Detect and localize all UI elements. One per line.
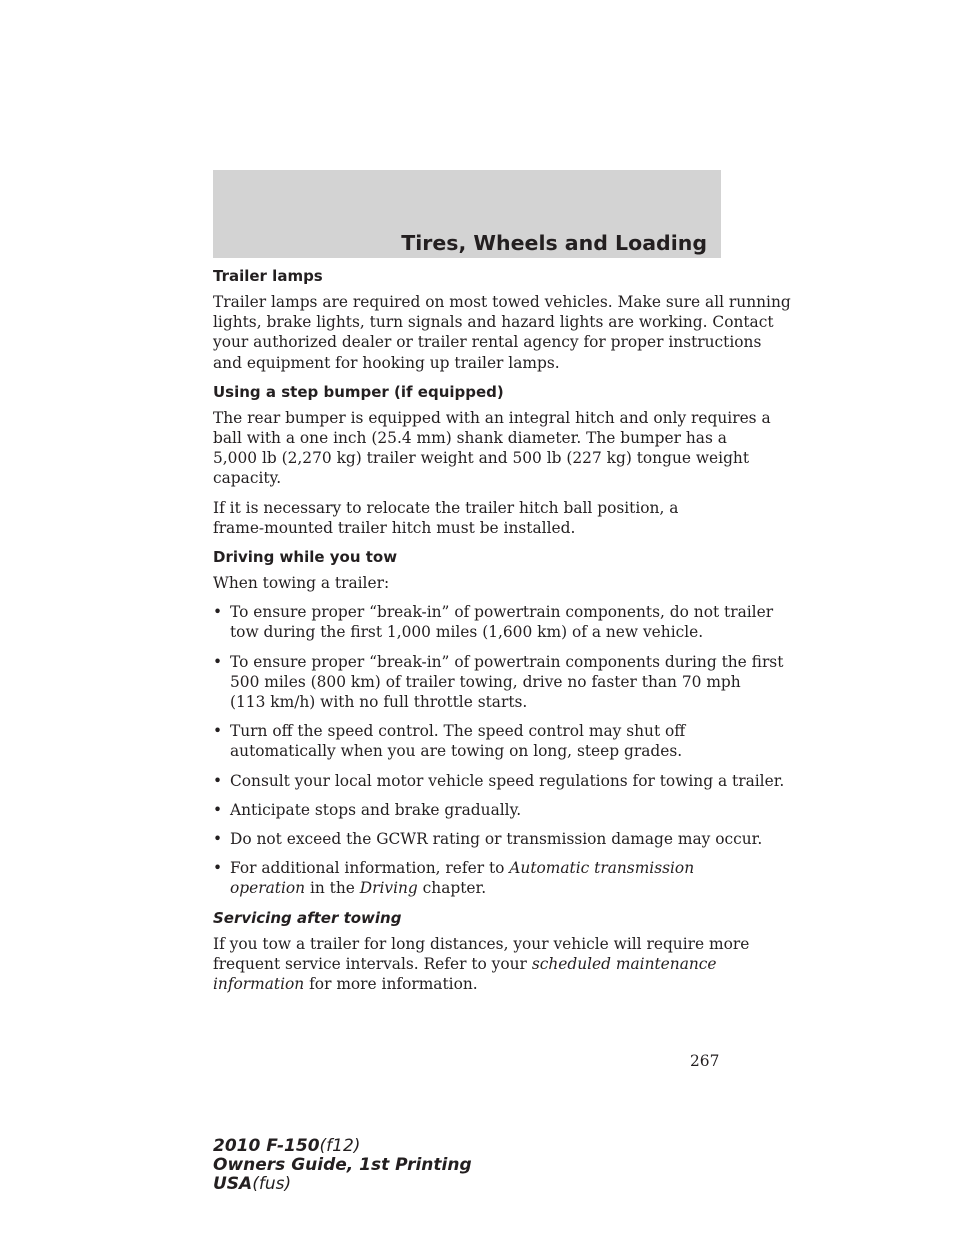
text-line: and equipment for hooking up trailer lamps. [213,353,560,372]
footer-model: 2010 F-150 [213,1136,320,1156]
chapter-title: Tires, Wheels and Loading [401,231,707,255]
heading-driving-while-tow: Driving while you tow [213,548,398,567]
cross-reference: Automatic transmission [509,859,695,878]
list-item [213,829,763,849]
bullet-icon: • [213,603,223,622]
footer-market: USA [213,1174,253,1194]
heading-servicing-after-towing: Servicing after towing [213,908,402,927]
towing-tips-list [213,602,785,898]
bullet-icon: • [213,800,223,819]
footer-code: (fus) [252,1174,292,1194]
list-item [213,858,723,898]
heading-trailer-lamps: Trailer lamps [213,267,323,285]
text-line: If you tow a trailer for long distances, your vehicle will require more [213,934,750,953]
list-item [213,800,723,820]
cross-reference: information [213,975,305,994]
chapter-header-band [213,170,721,258]
heading-step-bumper: Using a step bumper (if equipped) [213,382,504,401]
paragraph-servicing [213,934,750,995]
text-line: tow during the first 1,000 miles (1,600 km) of a new vehicle. [230,623,704,642]
list-item [213,652,784,713]
page-number: 267 [690,1052,720,1070]
text-fragment: frequent service intervals. Refer to your [213,954,532,973]
text-line: To ensure proper “break-in” of powertrain components during the first [230,652,784,671]
text-line: 500 miles (800 km) of trailer towing, drive no faster than 70 mph [230,672,741,691]
text-line [230,878,723,898]
text-line: automatically when you are towing on long, steep grades. [230,742,683,761]
list-item [213,771,785,791]
text-line: ball with a one inch (25.4 mm) shank diameter. The bumper has a [213,429,727,448]
text-line [213,954,723,974]
text-line: The rear bumper is equipped with an integral hitch and only requires a [213,408,771,427]
footer-line [213,1137,472,1156]
bullet-icon: • [213,859,223,878]
paragraph-trailer-lamps [213,292,791,373]
bullet-icon: • [213,722,223,741]
bullet-icon: • [213,771,223,790]
text-fragment: in the [305,879,360,898]
text-line [230,858,723,878]
list-item [213,721,723,761]
list-item [213,602,774,642]
text-line: capacity. [213,469,282,488]
document-footer [213,1137,472,1194]
cross-reference: Driving [359,879,418,898]
text-fragment: for more information. [304,975,478,994]
footer-line: Owners Guide, 1st Printing [213,1155,472,1175]
text-line: lights, brake lights, turn signals and hazard lights are working. Contact [213,313,774,332]
text-line: (113 km/h) with no full throttle starts. [230,693,528,712]
text-line: When towing a trailer: [213,574,390,593]
text-line: Anticipate stops and brake gradually. [230,800,522,819]
text-line: Consult your local motor vehicle speed regulations for towing a trailer. [230,771,785,790]
text-fragment: For additional information, refer to [230,859,510,878]
bullet-icon: • [213,652,223,671]
footer-line [213,1175,472,1194]
bullet-icon: • [213,830,223,849]
text-line: Do not exceed the GCWR rating or transmission damage may occur. [230,830,763,849]
cross-reference: scheduled maintenance [531,954,717,973]
text-line: If it is necessary to relocate the trailer hitch ball position, a [213,498,679,517]
page-content [213,266,791,1003]
cross-reference: operation [230,879,306,898]
text-line: 5,000 lb (2,270 kg) trailer weight and 500 lb (227 kg) tongue weight [213,449,750,468]
paragraph-hitch-relocate [213,498,723,538]
text-line [213,974,723,994]
paragraph-step-bumper [213,408,771,489]
text-fragment: chapter. [417,879,487,898]
text-line: your authorized dealer or trailer rental agency for proper instructions [213,333,762,352]
text-line: Trailer lamps are required on most towed vehicles. Make sure all running [213,293,791,311]
text-line: To ensure proper “break-in” of powertrain components, do not trailer [230,603,774,622]
footer-code: (f12) [319,1136,361,1156]
paragraph-towing-intro [213,573,723,593]
text-line: Turn off the speed control. The speed control may shut off [230,722,686,741]
text-line: frame-mounted trailer hitch must be installed. [213,518,576,537]
